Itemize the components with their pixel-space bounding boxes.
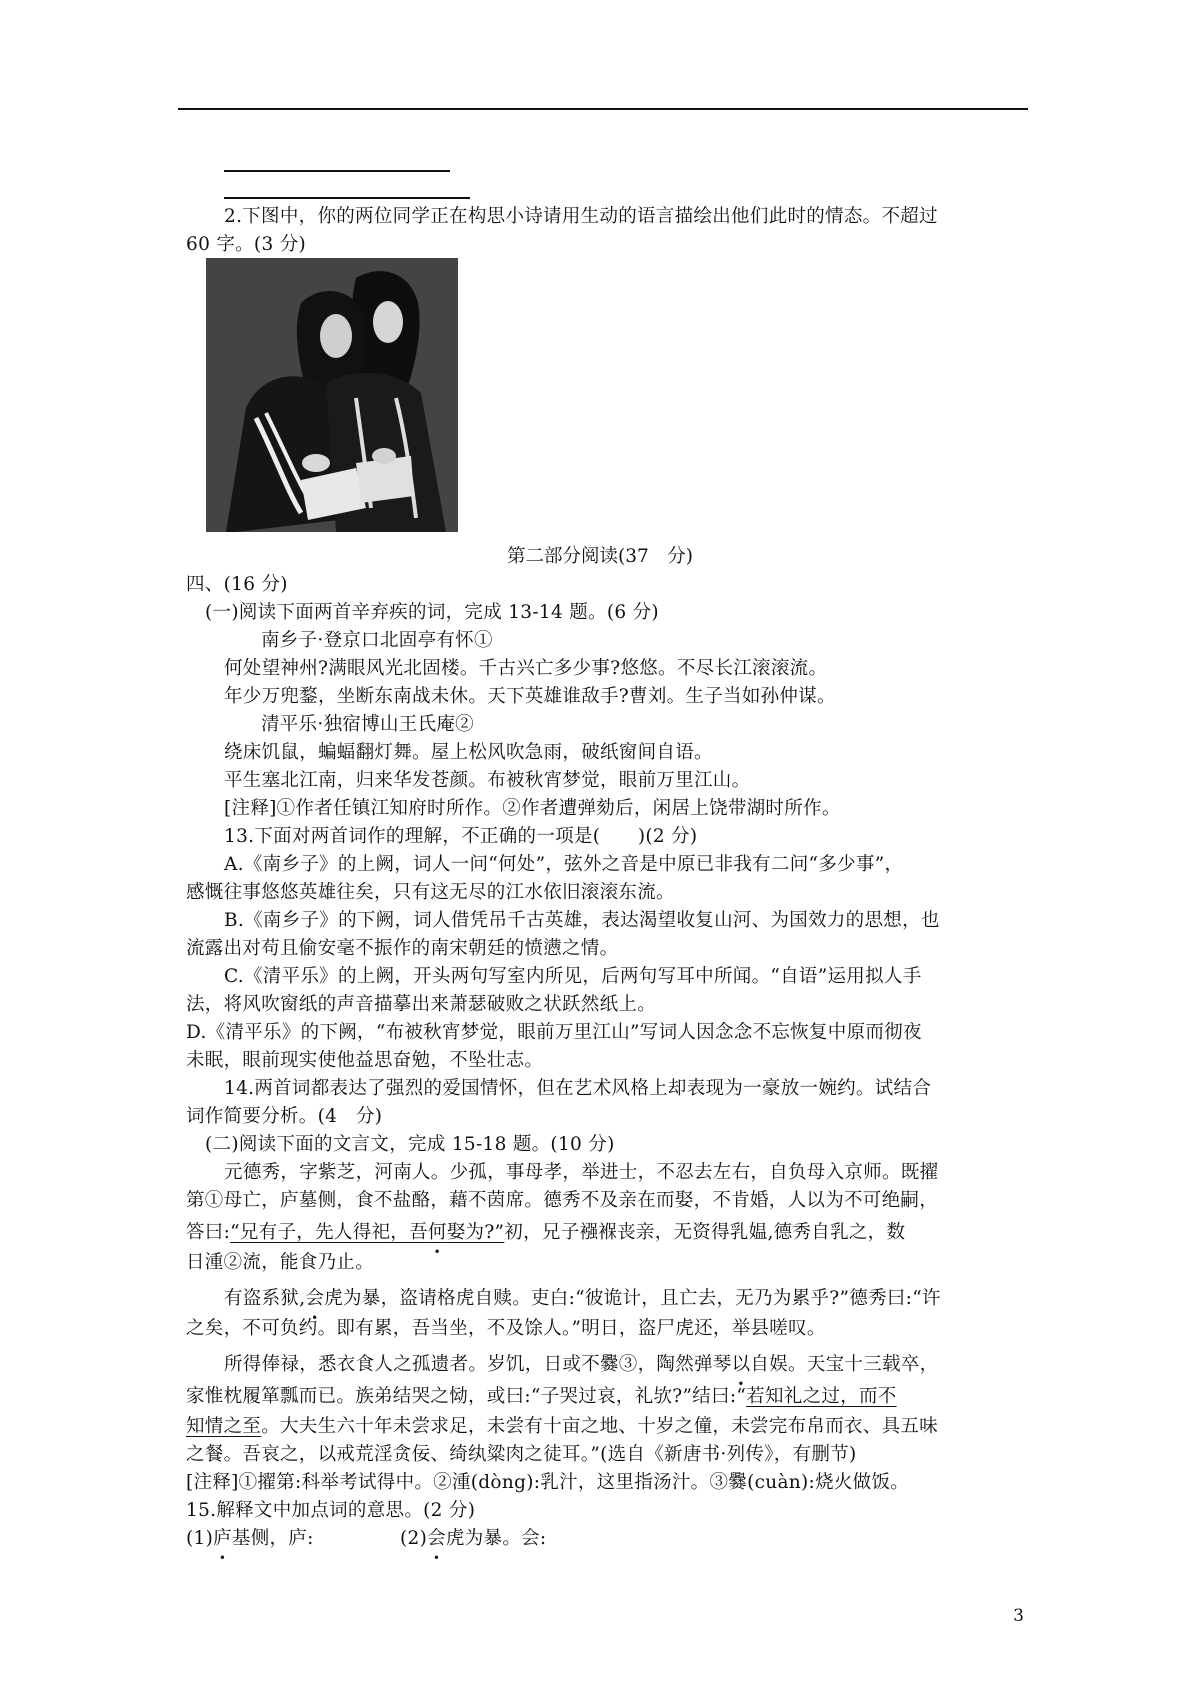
dotted-word: 会 [427, 1528, 446, 1549]
option-d-line2: 未眠，眼前现实使他益思奋勉，不坠壮志。 [186, 1050, 544, 1071]
poem2-title: 清平乐·独宿博山王氏庵② [261, 714, 474, 735]
question-15-item2: (2)会虎为暴。会: [400, 1528, 547, 1549]
option-c-line2: 法，将风吹窗纸的声音描摹出来萧瑟破败之状跃然纸上。 [186, 994, 657, 1015]
poem1-line2: 年少万兜鍪，坐断东南战未休。天下英雄谁敌手?曹刘。生子当如孙仲谋。 [224, 686, 836, 707]
option-a-line2: 感慨往事悠悠英雄往矣，只有这无尽的江水依旧滚滚东流。 [186, 882, 675, 903]
part-2-title: 第二部分阅读(37 分) [507, 546, 693, 567]
sub1-intro: (一)阅读下面两首辛弃疾的词，完成 13-14 题。(6 分) [205, 602, 659, 623]
dotted-word: 庐 [213, 1528, 232, 1549]
poem-notes: [注释]①作者任镇江知府时所作。②作者遭弹劾后，闲居上饶带湖时所作。 [224, 798, 841, 819]
question-15-item1: (1)庐基侧，庐: [186, 1528, 314, 1549]
poem1-line1: 何处望神州?满眼风光北固楼。千古兴亡多少事?悠悠。不尽长江滚滚流。 [224, 658, 828, 679]
option-a-line1: A.《南乡子》的上阙，词人一问“何处”，弦外之音是中原已非我有二问“多少事”， [224, 854, 904, 875]
passage-notes: [注释]①擢第:科举考试得中。②湩(dòng):乳汁，这里指汤汁。③爨(cuàn):烧火做饭。 [186, 1472, 910, 1493]
passage-p3-line3: 知情之至。大夫生六十年未尝求足，未尝有十亩之地、十岁之僮，未尝完布帛而衣、具五味 [186, 1416, 939, 1437]
translation-sentence-2: 若知礼之过，而不 [746, 1386, 897, 1407]
option-b-line2: 流露出对苟且偷安毫不振作的南宋朝廷的愤懑之情。 [186, 938, 619, 959]
poem1-title: 南乡子·登京口北固亭有怀① [261, 630, 493, 651]
question-14-line2: 词作简要分析。(4 分) [186, 1106, 383, 1127]
dotted-word: 以 [731, 1354, 751, 1375]
answer-blank-line [224, 170, 450, 172]
option-d-line1: D.《清平乐》的下阙，“布被秋宵梦觉，眼前万里江山”写词人因念念不忘恢复中原而彻夜 [186, 1022, 922, 1043]
section-4-heading: 四、(16 分) [186, 574, 288, 595]
poem2-line1: 绕床饥鼠，蝙蝠翻灯舞。屋上松风吹急雨，破纸窗间自语。 [224, 742, 713, 763]
dotted-word: 何 [427, 1222, 447, 1243]
passage-p1-line3 [186, 1220, 905, 1246]
header-rule [178, 108, 1028, 110]
dotted-word: 会 [305, 1288, 325, 1309]
question-2-line2: 60 字。(3 分) [186, 234, 307, 255]
question-2-line1: 2.下图中，你的两位同学正在构思小诗请用生动的语言描绘出他们此时的情态。不超过 [224, 206, 938, 227]
passage-p3-line1: 所得俸禄，悉衣食人之孤遗者。岁饥，日或不爨③，陶然弹琴以自娱。天宝十三载卒， [224, 1354, 939, 1375]
passage-p1-line3-tail: 初，兄子襁褓丧亲，无资得乳媪,德秀自乳之，数 [504, 1222, 906, 1243]
option-b-line1: B.《南乡子》的下阙，词人借凭吊千古英雄，表达渴望收复山河、为国效力的思想，也 [224, 910, 940, 931]
two-students-photo [206, 258, 458, 532]
poem2-line2: 平生塞北江南，归来华发苍颜。布被秋宵梦觉，眼前万里江山。 [224, 770, 751, 791]
question-15: 15.解释文中加点词的意思。(2 分) [186, 1500, 476, 1521]
answer-blank-line [224, 197, 470, 199]
passage-p3-line2: 家惟枕履箪瓢而已。族弟结哭之恸，或曰:“子哭过哀，礼欤?”结曰:“若知礼之过，而不 [186, 1386, 897, 1407]
page-number: 3 [1013, 1606, 1024, 1626]
option-c-line1: C.《清平乐》的上阙，开头两句写室内所见，后两句写耳中所闻。“自语”运用拟人手 [224, 966, 922, 987]
passage-p3-line4: 之餐。吾哀之，以戒荒淫贪佞、绮纨粱肉之徒耳。”(选自《新唐书·列传》，有删节) [186, 1444, 857, 1465]
passage-p2-line2: 之矣，不可负约。即有累，吾当坐，不及馀人。”明日，盗尸虎还，举县嗟叹。 [186, 1318, 826, 1339]
passage-p2-line1: 有盗系狱,会虎为暴，盗请格虎自赎。吏白:“彼诡计，且亡去，无乃为累乎?”德秀曰:“许 [224, 1288, 941, 1309]
question-14-line1: 14.两首词都表达了强烈的爱国情怀，但在艺术风格上却表现为一豪放一婉约。试结合 [224, 1078, 932, 1099]
question-13: 13.下面对两首词作的理解，不正确的一项是( )(2 分) [224, 826, 698, 847]
passage-p1-line3-lead: 答曰: [186, 1222, 231, 1243]
translation-sentence: “兄有子，先人得祀，吾何娶为?” [230, 1222, 505, 1243]
sub2-intro: (二)阅读下面的文言文，完成 15-18 题。(10 分) [205, 1134, 615, 1155]
passage-p1-line4: 日湩②流，能食乃止。 [186, 1252, 375, 1273]
passage-p1-line2: 第①母亡，庐墓侧，食不盐酪，藉不茵席。德秀不及亲在而娶，不肯婚，人以为不可绝嗣， [186, 1190, 939, 1211]
passage-p1-line1: 元德秀，字紫芝，河南人。少孤，事母孝，举进士，不忍去左右，自负母入京师。既擢 [224, 1162, 939, 1183]
translation-sentence-2-end: 知情之至 [186, 1416, 262, 1437]
